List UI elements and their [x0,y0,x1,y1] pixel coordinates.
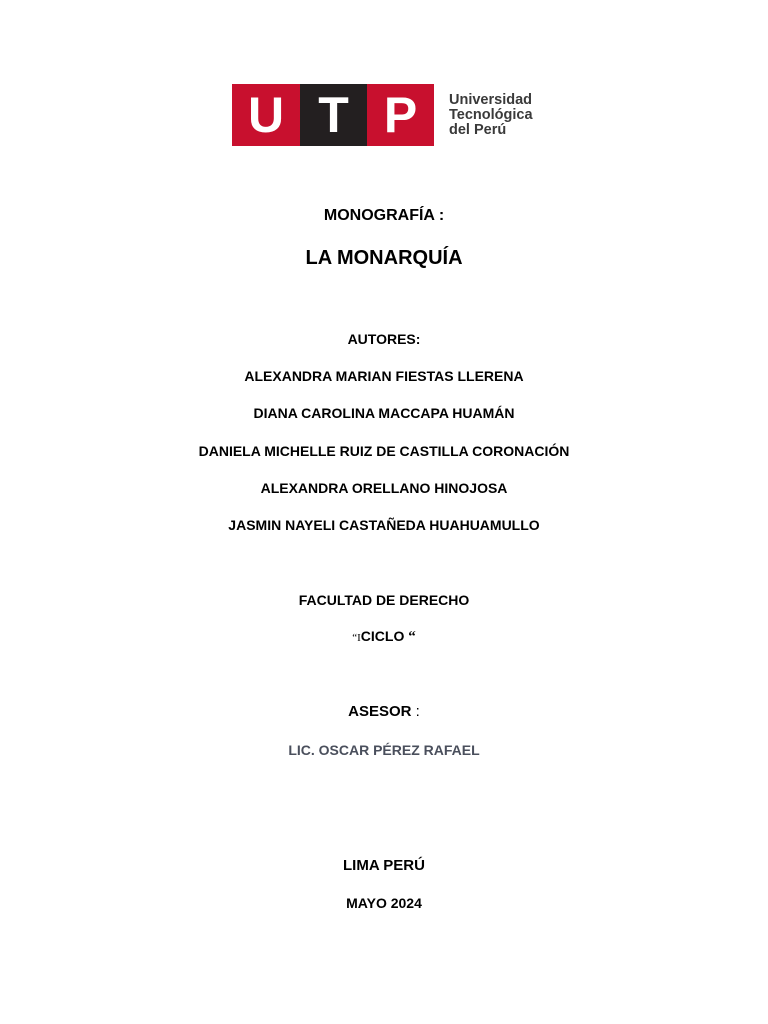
logo-word-1: Universidad [449,92,532,108]
author-name: ALEXANDRA MARIAN FIESTAS LLERENA [244,368,524,384]
author-name: ALEXANDRA ORELLANO HINOJOSA [260,480,508,496]
academic-cycle [0,628,768,646]
logo-wordmark [449,93,569,138]
cycle-open-quote: “I [352,632,361,644]
cycle-text: CICLO [360,628,405,644]
city: LIMA PERÚ [343,857,425,874]
date: MAYO 2024 [346,895,422,911]
document-title: LA MONARQUÍA [305,247,463,269]
logo-letter-t: T [300,84,367,146]
author-name: DIANA CAROLINA MACCAPA HUAMÁN [253,405,515,421]
logo-word-3: del Perú [449,122,507,138]
logo-word-2: Tecnológica [449,107,533,123]
logo-letter-u: U [232,84,300,146]
faculty: FACULTAD DE DERECHO [298,592,470,608]
cycle-close-quote: “ [408,629,416,645]
advisor-label: ASESOR [348,703,412,720]
utp-logo [232,84,533,146]
advisor-colon: : [415,703,420,720]
advisor-heading [0,703,768,720]
document-type-label: MONOGRAFÍA : [323,207,445,224]
author-name: DANIELA MICHELLE RUIZ DE CASTILLA CORONACIÓN [198,443,570,459]
authors-heading: AUTORES: [347,331,421,347]
author-name: JASMIN NAYELI CASTAÑEDA HUAHUAMULLO [228,517,540,533]
advisor-name: LIC. OSCAR PÉREZ RAFAEL [288,742,480,758]
logo-letter-p: P [367,84,434,146]
